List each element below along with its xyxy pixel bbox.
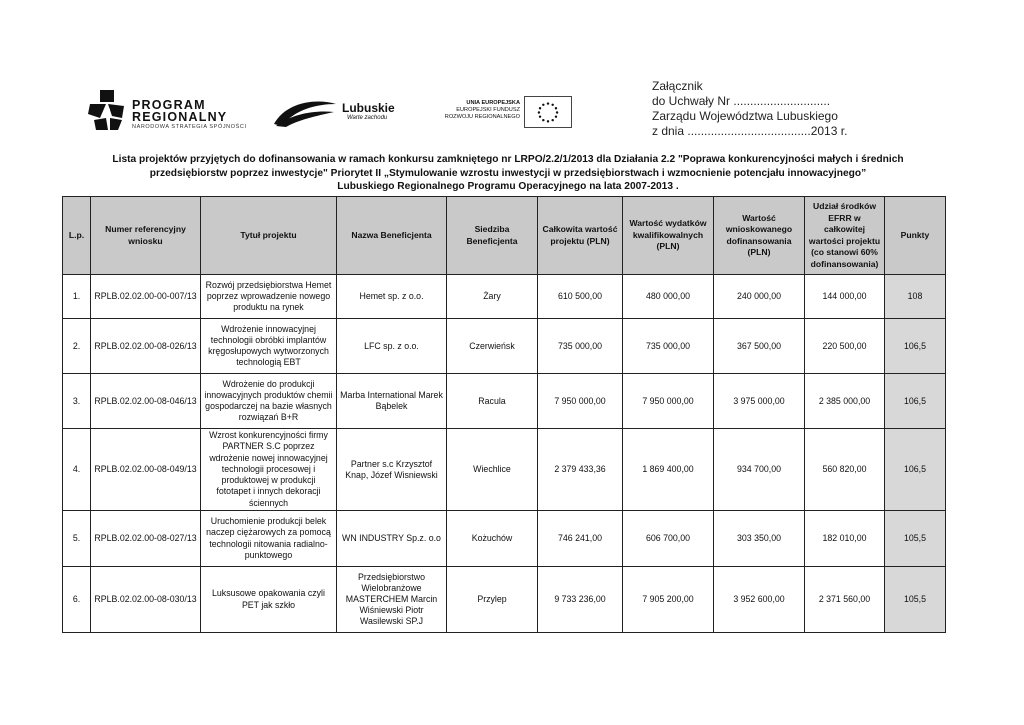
cell-punkty: 105,5 <box>885 567 946 633</box>
cell-calkowita: 9 733 236,00 <box>538 567 623 633</box>
cell-lp: 6. <box>63 567 91 633</box>
cell-punkty: 108 <box>885 275 946 319</box>
cell-tytul: Luksusowe opakowania czyli PET jak szkło <box>201 567 337 633</box>
cell-beneficjent: LFC sp. z o.o. <box>337 319 447 374</box>
cell-numer: RPLB.02.02.00-00-007/13 <box>91 275 201 319</box>
cell-kwalifikowalne: 606 700,00 <box>623 511 714 567</box>
cell-calkowita: 746 241,00 <box>538 511 623 567</box>
cell-siedziba: Czerwieńsk <box>447 319 538 374</box>
table-row <box>63 567 946 633</box>
cell-siedziba: Wiechlice <box>447 429 538 511</box>
lubuskie-swoosh-icon <box>272 98 338 128</box>
header-udzial-efrr: Udział środków EFRR w całkowitej wartości projektu (co stanowi 60% dofinansowania) <box>805 197 885 275</box>
cell-efrr: 560 820,00 <box>805 429 885 511</box>
cell-numer: RPLB.02.02.00-08-030/13 <box>91 567 201 633</box>
annex-line-3: Zarządu Województwa Lubuskiego <box>652 109 838 123</box>
cell-siedziba: Kożuchów <box>447 511 538 567</box>
cell-numer: RPLB.02.02.00-08-049/13 <box>91 429 201 511</box>
cell-dofinansowanie: 240 000,00 <box>714 275 805 319</box>
cell-beneficjent: Hemet sp. z o.o. <box>337 275 447 319</box>
document-title <box>100 153 916 194</box>
header-wydatki-kwalifikowalne: Wartość wydatków kwalifikowalnych (PLN) <box>623 197 714 275</box>
title-line-2: przedsiębiorstw poprzez inwestycje" Priorytet II „Stymulowanie wzrostu inwestycji w przedsiębiorstwach i wzmocnienie potencjału innowacyjnego” <box>149 167 867 179</box>
cell-beneficjent: WN INDUSTRY Sp.z. o.o <box>337 511 447 567</box>
cell-calkowita: 610 500,00 <box>538 275 623 319</box>
header-lp: L.p. <box>63 197 91 275</box>
annex-line-1: Załącznik <box>652 79 703 93</box>
cell-efrr: 2 385 000,00 <box>805 374 885 429</box>
cell-kwalifikowalne: 7 905 200,00 <box>623 567 714 633</box>
cell-punkty: 105,5 <box>885 511 946 567</box>
cell-kwalifikowalne: 480 000,00 <box>623 275 714 319</box>
cell-numer: RPLB.02.02.00-08-026/13 <box>91 319 201 374</box>
cell-punkty: 106,5 <box>885 374 946 429</box>
cell-efrr: 2 371 560,00 <box>805 567 885 633</box>
cell-kwalifikowalne: 7 950 000,00 <box>623 374 714 429</box>
cell-dofinansowanie: 934 700,00 <box>714 429 805 511</box>
header-nazwa-beneficjenta: Nazwa Beneficjenta <box>337 197 447 275</box>
cell-tytul: Wzrost konkurencyjności firmy PARTNER S.C poprzez wdrożenie nowej innowacyjnej technologii procesowej i produktowej w produkcji fototapet i innych dekoracji ściennych <box>201 429 337 511</box>
title-line-3: Lubuskiego Regionalnego Programu Operacyjnego na lata 2007-2013 . <box>337 181 679 192</box>
cell-siedziba: Przylep <box>447 567 538 633</box>
cell-lp: 4. <box>63 429 91 511</box>
eu-fund-logo-text <box>426 100 520 121</box>
cell-efrr: 182 010,00 <box>805 511 885 567</box>
header-calkowita-wartosc: Całkowita wartość projektu (PLN) <box>538 197 623 275</box>
program-logo-subtitle: NARODOWA STRATEGIA SPÓJNOŚCI <box>132 124 247 130</box>
cell-tytul: Uruchomienie produkcji belek naczep ciężarowych za pomocą technologii nitowania radialno-punktowego <box>201 511 337 567</box>
eu-logo-line1: UNIA EUROPEJSKA <box>466 100 520 106</box>
cell-beneficjent: Partner s.c Krzysztof Knap, Józef Wisniewski <box>337 429 447 511</box>
eu-fund-logo <box>426 96 576 130</box>
header-tytul-projektu: Tytuł projektu <box>201 197 337 275</box>
cell-efrr: 220 500,00 <box>805 319 885 374</box>
cell-tytul: Wdrożenie innowacyjnej technologii obróbki implantów kręgosłupowych wytworzonych technologią EBT <box>201 319 337 374</box>
cell-lp: 2. <box>63 319 91 374</box>
program-regionalny-emblem-icon <box>88 88 126 132</box>
cell-beneficjent: Przedsiębiorstwo Wielobranżowe MASTERCHEM Marcin Wiśniewski Piotr Wasilewski SP.J <box>337 567 447 633</box>
cell-lp: 1. <box>63 275 91 319</box>
lubuskie-logo-tagline: Warte zachodu <box>347 115 388 121</box>
annex-line-2: do Uchwały Nr ............................. <box>652 94 831 108</box>
cell-efrr: 144 000,00 <box>805 275 885 319</box>
table-row <box>63 275 946 319</box>
header-wnioskowane-dofinansowanie: Wartość wnioskowanego dofinansowania (PLN) <box>714 197 805 275</box>
lubuskie-logo <box>272 96 402 130</box>
header-numer-referencyjny: Numer referencyjny wniosku <box>91 197 201 275</box>
cell-kwalifikowalne: 1 869 400,00 <box>623 429 714 511</box>
cell-lp: 5. <box>63 511 91 567</box>
cell-dofinansowanie: 303 350,00 <box>714 511 805 567</box>
cell-tytul: Wdrożenie do produkcji innowacyjnych produktów chemii gospodarczej na bazie własnych rozwiązań B+R <box>201 374 337 429</box>
table-row <box>63 429 946 511</box>
cell-punkty: 106,5 <box>885 429 946 511</box>
cell-siedziba: Racula <box>447 374 538 429</box>
eu-logo-line3: ROZWOJU REGIONALNEGO <box>444 114 520 120</box>
cell-calkowita: 2 379 433,36 <box>538 429 623 511</box>
cell-dofinansowanie: 3 975 000,00 <box>714 374 805 429</box>
program-logo-line2: REGIONALNY <box>132 110 228 124</box>
program-regionalny-logo <box>88 86 258 136</box>
eu-logo-line2: EUROPEJSKI FUNDUSZ <box>456 107 520 113</box>
program-logo-line1: PROGRAM <box>132 98 206 112</box>
cell-numer: RPLB.02.02.00-08-046/13 <box>91 374 201 429</box>
title-line-1: Lista projektów przyjętych do dofinansowania w ramach konkursu zamkniętego nr LRPO/2.2/1/2013 dla Działania 2.2 "Poprawa konkurencyjności małych i średnich <box>112 154 904 165</box>
projects-table <box>62 196 946 633</box>
cell-kwalifikowalne: 735 000,00 <box>623 319 714 374</box>
cell-numer: RPLB.02.02.00-08-027/13 <box>91 511 201 567</box>
table-row <box>63 374 946 429</box>
annex-line-4: z dnia .....................................2013 r. <box>652 124 848 138</box>
cell-dofinansowanie: 367 500,00 <box>714 319 805 374</box>
header-punkty: Punkty <box>885 197 946 275</box>
cell-siedziba: Żary <box>447 275 538 319</box>
cell-dofinansowanie: 3 952 600,00 <box>714 567 805 633</box>
cell-calkowita: 735 000,00 <box>538 319 623 374</box>
table-header-row <box>63 197 946 275</box>
annex-note <box>652 79 847 139</box>
table-row <box>63 319 946 374</box>
eu-flag-icon <box>524 96 572 128</box>
lubuskie-logo-name: Lubuskie <box>342 101 395 115</box>
cell-beneficjent: Marba International Marek Bąbelek <box>337 374 447 429</box>
table-row <box>63 511 946 567</box>
cell-calkowita: 7 950 000,00 <box>538 374 623 429</box>
header-siedziba-beneficjenta: Siedziba Beneficjenta <box>447 197 538 275</box>
cell-punkty: 106,5 <box>885 319 946 374</box>
cell-tytul: Rozwój przedsiębiorstwa Hemet poprzez wprowadzenie nowego produktu na rynek <box>201 275 337 319</box>
cell-lp: 3. <box>63 374 91 429</box>
